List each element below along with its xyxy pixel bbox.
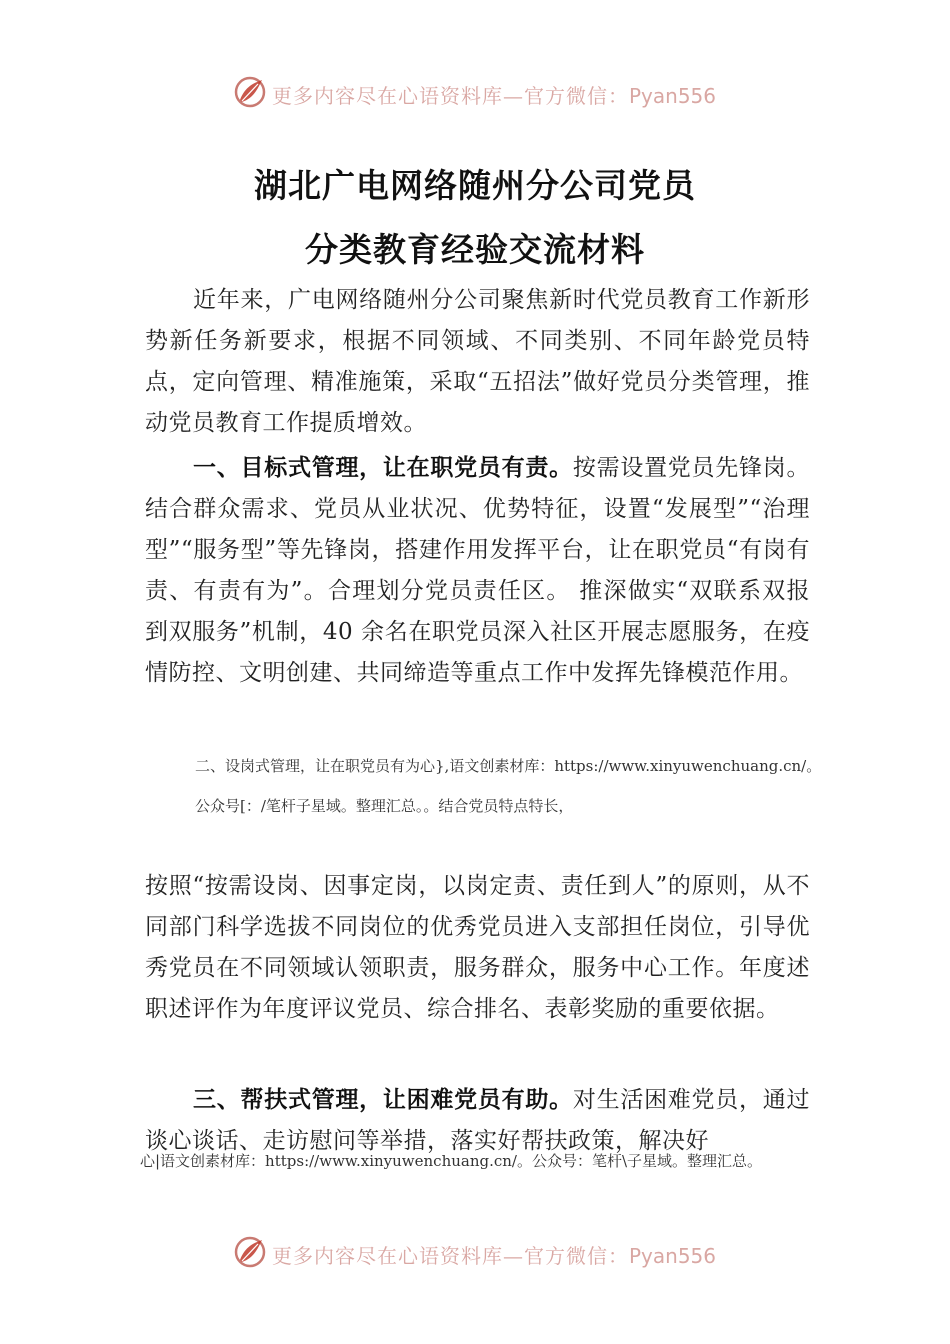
banner-text: 更多内容尽在心语资料库—官方微信：Pyan556 [272, 84, 717, 108]
document-title-line1: 湖北广电网络随州分公司党员 [254, 166, 696, 205]
leaf-logo-icon [232, 74, 268, 110]
section1-heading: 一、目标式管理，让在职党员有责。 [193, 455, 573, 481]
footnote-watermark: 心|语文创素材库：https://www.xinyuwenchuang.cn/。公众号：笔杆\子星域。整理汇总。 [140, 1152, 763, 1170]
footer-banner [0, 1232, 950, 1272]
section3-body: 对生活困难党员，通过谈心谈话、走访慰问等举措，落实好帮扶政策，解决好 [145, 1087, 811, 1154]
intro-paragraph: 近年来，广电网络随州分公司聚焦新时代党员教育工作新形势新任务新要求，根据不同领域、不同类别、不同年龄党员特点，定向管理、精准施策，采取“五招法”做好党员分类管理，推动党员教育工作提质增效。 [145, 287, 810, 436]
section2-small-text: 二、设岗式管理，让在职党员有为心},语文创素材库：https://www.xinyuwenchuang.cn/。公众号[：/笔杆子星域。整理汇总。。结合党员特点特长， [195, 757, 822, 815]
document-title-line2: 分类教育经验交流材料 [305, 230, 645, 269]
wechat-id: Pyan556 [629, 1244, 717, 1268]
section3-heading: 三、帮扶式管理，让困难党员有助。 [193, 1087, 573, 1113]
section2-paragraph: 按照“按需设岗、因事定岗，以岗定责、责任到人”的原则，从不同部门科学选拔不同岗位的优秀党员进入支部担任岗位，引导优秀党员在不同领域认领职责，服务群众，服务中心工作。年度述职述评作为年度评议党员、综合排名、表彰奖励的重要依据。 [145, 873, 810, 1022]
wechat-id: Pyan556 [629, 84, 717, 108]
header-banner [0, 72, 950, 112]
leaf-logo-icon [232, 1234, 268, 1270]
section1-paragraph [145, 448, 810, 694]
section1-body: 按需设置党员先锋岗。结合群众需求、党员从业状况、优势特征，设置“发展型”“治理型”“服务型”等先锋岗，搭建作用发挥平台，让在职党员“有岗有责、有责有为”。合理划分党员责任区。 推深做实“双联系双报到双服务”机制，40 余名在职党员深入社区开展志愿服务，在疫情防控、文明创建、共同缔造等重点工作中发挥先锋模范作用。 [145, 455, 811, 686]
banner-text: 更多内容尽在心语资料库—官方微信：Pyan556 [272, 1244, 717, 1268]
